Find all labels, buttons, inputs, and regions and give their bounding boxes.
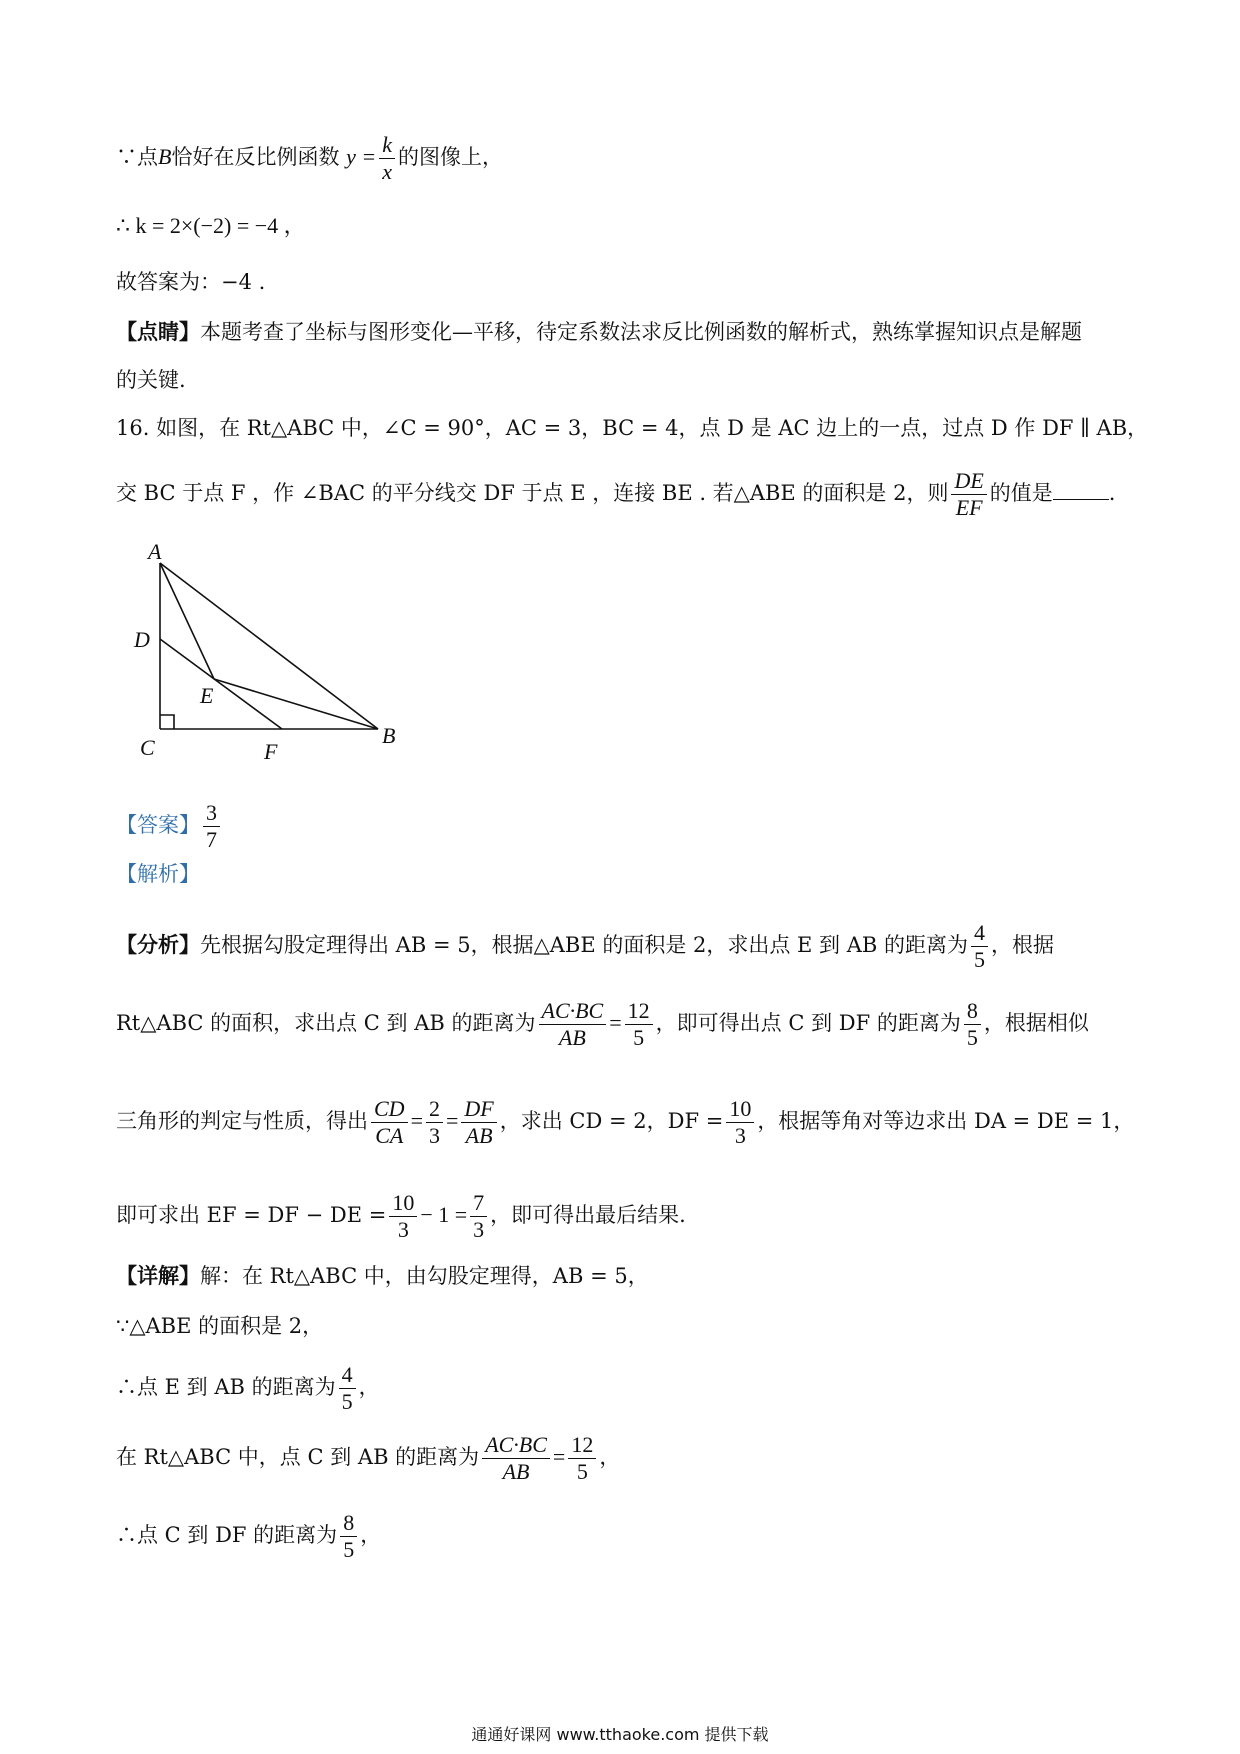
analysis-tag: 【解析】: [116, 862, 200, 886]
comment-line-1: 【点睛】本题考查了坐标与图形变化—平移，待定系数法求反比例函数的解析式，熟练掌握知识点是解题: [116, 319, 1082, 344]
detail-line-1: 【详解】解：在 Rt△ABC 中，由勾股定理得，AB = 5，: [116, 1263, 649, 1288]
label-B: B: [382, 723, 396, 748]
answer-line: 【答案】 $\frac{3}{7}$: [116, 800, 223, 853]
analysis-line-2: Rt△ABC 的面积，求出点 C 到 AB 的距离为 $\frac{AC\cdot BC}{AB}$ = $\frac{12}{5}$ ，即可得出点 C 到 DF 的距离为 $\frac{8}{5}$ ，根据相似: [116, 998, 1089, 1050]
question-16-line-1: 16. 如图，在 Rt△ABC 中，∠C = 90°，AC = 3，BC = 4，点 D 是 AC 边上的一点，过点 D 作 DF ∥ AB，: [116, 416, 1149, 440]
label-A: A: [148, 539, 162, 564]
label-F: F: [264, 739, 278, 763]
label-E: E: [200, 683, 214, 708]
analysis-line-1: 【分析】先根据勾股定理得出 AB = 5，根据△ABE 的面积是 2，求出点 E 到 AB 的距离为 $\frac{4}{5}$ ，根据: [116, 920, 1054, 972]
prev-line-3: 故答案为：−4 .: [116, 270, 266, 294]
analysis-line-4: 即可求出 EF = DF − DE = $\frac{10}{3}$ − 1 = $\frac{7}{3}$ ，即可得出最后结果.: [116, 1190, 686, 1242]
comment-line-2: 的关键.: [116, 368, 186, 392]
detail-line-3: ∴点 E 到 AB 的距离为 $\frac{4}{5}$ ，: [116, 1362, 380, 1414]
prev-line-2: ∴ k = 2×(−2) = −4 ，: [116, 213, 306, 238]
detail-line-4: 在 Rt△ABC 中，点 C 到 AB 的距离为 $\frac{AC\cdot BC}{AB}$ = $\frac{12}{5}$ ，: [116, 1432, 621, 1484]
question-16-line-2: 交 BC 于点 F ，作 ∠BAC 的平分线交 DF 于点 E ，连接 BE . 若△ABE 的面积是 2，则 $\frac{DE}{EF}$ 的值是 .: [116, 468, 1116, 520]
detail-line-5: ∴点 C 到 DF 的距离为 $\frac{8}{5}$ ，: [116, 1510, 382, 1562]
page-footer: 通通好课网 www.tthaoke.com 提供下载: [471, 1725, 769, 1744]
analysis-line-3: 三角形的判定与性质，得出 $\frac{CD}{CA}$ = $\frac{2}{3}$ = $\frac{DF}{AB}$ ，求出 CD = 2，DF = $\frac{10}{3}$ ，根据等角对等边求出 DA = DE = 1，: [116, 1096, 1135, 1148]
triangle-figure: [128, 533, 428, 763]
detail-line-2: ∵△ABE 的面积是 2，: [116, 1314, 324, 1338]
label-D: D: [134, 627, 150, 652]
answer-blank: [1053, 479, 1109, 500]
label-C: C: [140, 735, 155, 760]
prev-line-1: ∵点B恰好在反比例函数 y = $\frac{k}{x}$ 的图像上，: [116, 132, 504, 184]
